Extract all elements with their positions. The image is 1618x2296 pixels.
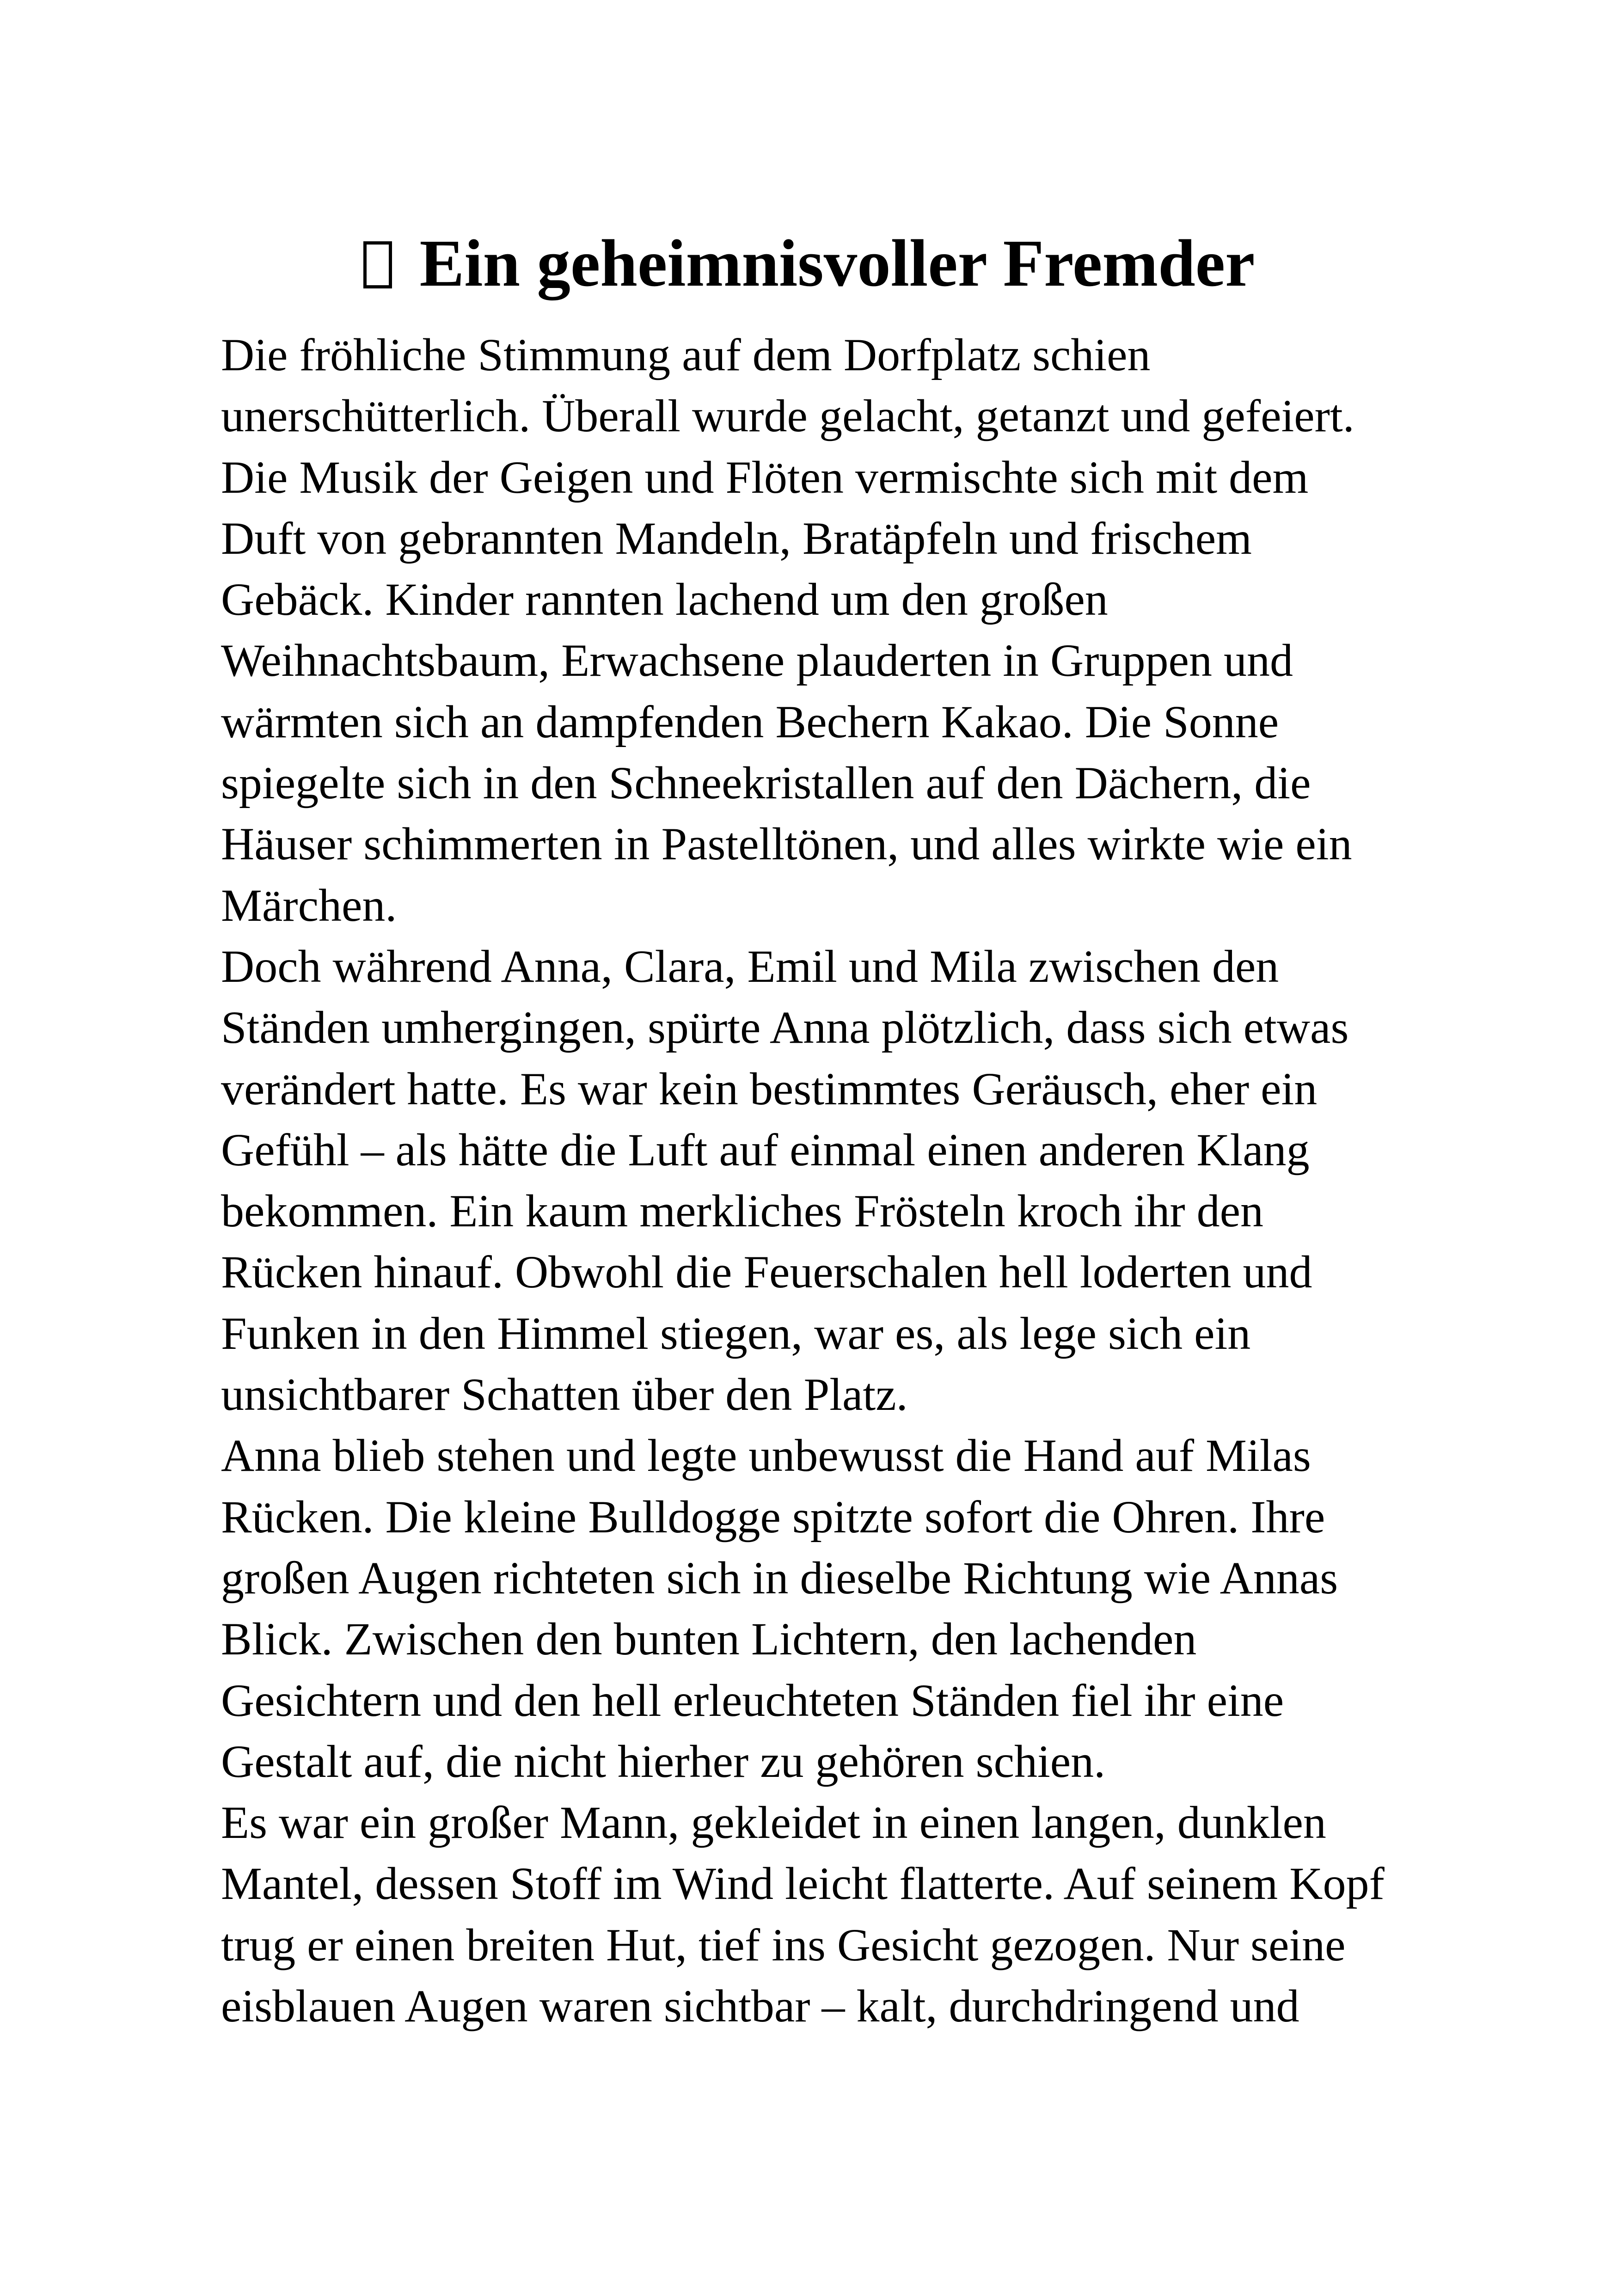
text-line: Rücken hinauf. Obwohl die Feuerschalen hell loderten und (221, 1246, 1312, 1298)
text-line: großen Augen richteten sich in dieselbe Richtung wie Annas (221, 1552, 1338, 1604)
text-line: Weihnachtsbaum, Erwachsene plauderten in Gruppen und (221, 635, 1293, 686)
text-line: Mantel, dessen Stoff im Wind leicht flatterte. Auf seinem Kopf (221, 1858, 1385, 1910)
text-line: spiegelte sich in den Schneekristallen auf den Dächern, die (221, 757, 1311, 809)
text-line: unsichtbarer Schatten über den Platz. (221, 1369, 908, 1420)
text-line: wärmten sich an dampfenden Bechern Kakao. Die Sonne (221, 696, 1279, 747)
text-line: bekommen. Ein kaum merkliches Frösteln kroch ihr den (221, 1185, 1264, 1237)
text-line: Anna blieb stehen und legte unbewusst die Hand auf Milas (221, 1430, 1311, 1482)
text-line: Rücken. Die kleine Bulldogge spitzte sofort die Ohren. Ihre (221, 1491, 1325, 1543)
text-line: Gesichtern und den hell erleuchteten Ständen fiel ihr eine (221, 1674, 1284, 1726)
story-body (221, 325, 1423, 2037)
text-line: Die fröhliche Stimmung auf dem Dorfplatz schien (221, 329, 1151, 380)
text-line: unerschütterlich. Überall wurde gelacht, getanzt und gefeiert. (221, 390, 1354, 442)
text-line: Ständen umhergingen, spürte Anna plötzlich, dass sich etwas (221, 1002, 1349, 1053)
text-line: verändert hatte. Es war kein bestimmtes Geräusch, eher ein (221, 1063, 1318, 1114)
text-line: Gestalt auf, die nicht hierher zu gehören schien. (221, 1735, 1106, 1787)
text-line: trug er einen breiten Hut, tief ins Gesicht gezogen. Nur seine (221, 1919, 1346, 1971)
text-line: Doch während Anna, Clara, Emil und Mila zwischen den (221, 940, 1279, 992)
page-title (0, 217, 1618, 310)
text-line: Duft von gebrannten Mandeln, Bratäpfeln und frischem (221, 512, 1252, 564)
missing-glyph-icon (363, 241, 392, 288)
text-line: Häuser schimmerten in Pastelltönen, und alles wirkte wie ein (221, 818, 1352, 870)
text-line: Gebäck. Kinder rannten lachend um den großen (221, 574, 1108, 625)
text-line: Es war ein großer Mann, gekleidet in einen langen, dunklen (221, 1797, 1326, 1849)
text-line: Märchen. (221, 879, 397, 931)
text-line: Funken in den Himmel stiegen, war es, als lege sich ein (221, 1307, 1251, 1359)
text-line: Blick. Zwischen den bunten Lichtern, den lachenden (221, 1613, 1197, 1665)
text-line: Die Musik der Geigen und Flöten vermischte sich mit dem (221, 451, 1309, 503)
text-line: eisblauen Augen waren sichtbar – kalt, durchdringend und (221, 1980, 1299, 2032)
text-line: Gefühl – als hätte die Luft auf einmal einen anderen Klang (221, 1124, 1310, 1176)
page-title-text: Ein geheimnisvoller Fremder (419, 227, 1255, 300)
